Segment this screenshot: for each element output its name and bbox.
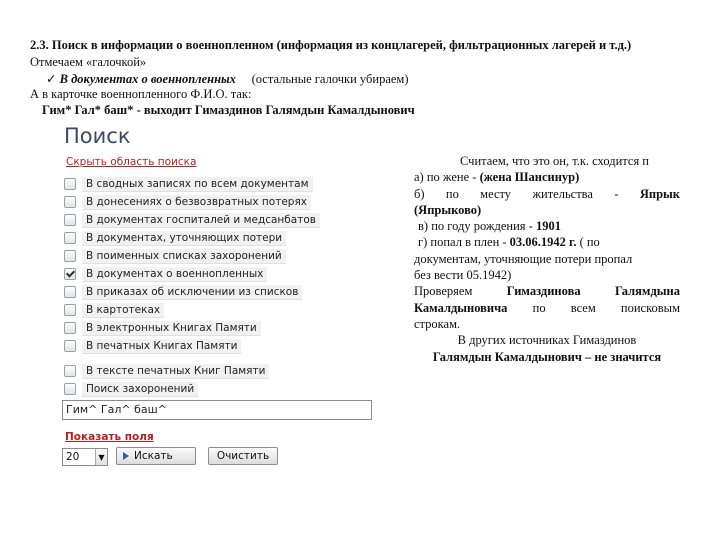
checkbox[interactable]: [64, 214, 76, 226]
checkbox[interactable]: [64, 286, 76, 298]
instruction-note: (остальные галочки убираем): [251, 72, 409, 86]
search-option-row[interactable]: [64, 266, 267, 282]
search-option-row[interactable]: [64, 194, 311, 210]
notes-column: [414, 153, 680, 365]
search-title: Поиск: [64, 124, 131, 148]
checkbox[interactable]: [64, 178, 76, 190]
search-option-row[interactable]: [64, 176, 313, 192]
note-g-line2: документам, уточняющие потери пропал: [414, 251, 633, 266]
checkbox[interactable]: [64, 365, 76, 377]
search-option-label: В тексте печатных Книг Памяти: [82, 364, 269, 379]
note-g: г) попал в плен - 03.06.1942 г. ( по: [418, 235, 600, 250]
search-option-label: Поиск захоронений: [82, 382, 198, 397]
other-sources-line1: В других источниках Гимаздинов: [457, 333, 637, 348]
search-option-label: В документах, уточняющих потери: [82, 231, 286, 246]
search-option-label: В сводных записях по всем документам: [82, 177, 313, 192]
search-option-label: В поименных списках захоронений: [82, 249, 286, 264]
hide-search-area-link[interactable]: Скрыть область поиска: [66, 156, 197, 168]
results-per-page-value: 20: [66, 451, 80, 463]
section-heading: 2.3. Поиск в информации о военнопленном (информация из концлагерей, фильтрационных лагерей и т.д.): [30, 38, 632, 52]
other-sources-line2: Галямдын Камалдынович – не значится: [432, 349, 662, 364]
search-option-label: В донесениях о безвозвратных потерях: [82, 195, 311, 210]
check-line2: Камалдыновича по всем поисковым: [414, 300, 680, 315]
search-option-label: В приказах об исключении из списков: [82, 285, 302, 300]
instruction-checked-line: [46, 71, 408, 87]
checkbox[interactable]: [64, 196, 76, 208]
note-g-line3: без вести 05.1942): [414, 268, 512, 283]
search-option-label: В документах госпиталей и медсанбатов: [82, 213, 320, 228]
search-option-row[interactable]: [64, 284, 302, 300]
play-arrow-icon: [123, 452, 129, 460]
instruction-line: Отмечаем «галочкой»: [30, 55, 147, 69]
search-button-label: Искать: [134, 450, 173, 462]
search-option-row[interactable]: [64, 248, 286, 264]
search-input[interactable]: Гим^ Гал^ баш^: [62, 400, 372, 420]
search-panel: [56, 118, 386, 478]
search-option-label: В электронных Книгах Памяти: [82, 321, 261, 336]
card-instruction: А в карточке военнопленного Ф.И.О. так:: [30, 87, 252, 101]
note-v: в) по году рождения - 1901: [418, 219, 561, 234]
search-button[interactable]: [116, 447, 196, 465]
search-option-row[interactable]: [64, 320, 261, 336]
check-line3: строкам.: [414, 316, 461, 331]
show-fields-link[interactable]: Показать поля: [65, 431, 154, 443]
check-line: Проверяем Гимаздинова Галямдына: [414, 284, 680, 299]
query-result-line: Гим* Гал* баш* - выходит Гимаздинов Галямдын Камалдынович: [42, 103, 415, 117]
search-option-row[interactable]: [64, 363, 269, 379]
search-option-label: В картотеках: [82, 303, 164, 318]
search-option-label: В документах о военнопленных: [82, 267, 267, 282]
search-option-row[interactable]: [64, 230, 286, 246]
search-option-row[interactable]: [64, 338, 241, 354]
chevron-down-icon[interactable]: ▼: [95, 449, 107, 465]
search-option-row[interactable]: [64, 212, 320, 228]
checkbox[interactable]: [64, 304, 76, 316]
clear-button-label: Очистить: [216, 450, 270, 462]
checkbox[interactable]: [64, 322, 76, 334]
checkbox[interactable]: [64, 232, 76, 244]
search-option-label: В печатных Книгах Памяти: [82, 339, 241, 354]
notes-intro: Считаем, что это он, т.к. сходится п: [460, 154, 650, 168]
note-a: а) по жене - (жена Шансинур): [414, 170, 580, 185]
search-option-row[interactable]: [64, 302, 164, 318]
search-option-row[interactable]: [64, 381, 198, 397]
clear-button[interactable]: [208, 447, 278, 465]
checkbox[interactable]: [64, 383, 76, 395]
checkmark-icon: ✓: [46, 72, 57, 86]
results-per-page-select[interactable]: [62, 448, 108, 466]
checkbox[interactable]: [64, 340, 76, 352]
checkbox[interactable]: [64, 250, 76, 262]
note-b: б) по месту жительства - Япрык: [414, 186, 681, 201]
note-b-cont: (Япрыково): [414, 202, 482, 217]
checked-option-name: В документах о военнопленных: [59, 72, 236, 86]
checkbox-checked[interactable]: [64, 268, 76, 280]
